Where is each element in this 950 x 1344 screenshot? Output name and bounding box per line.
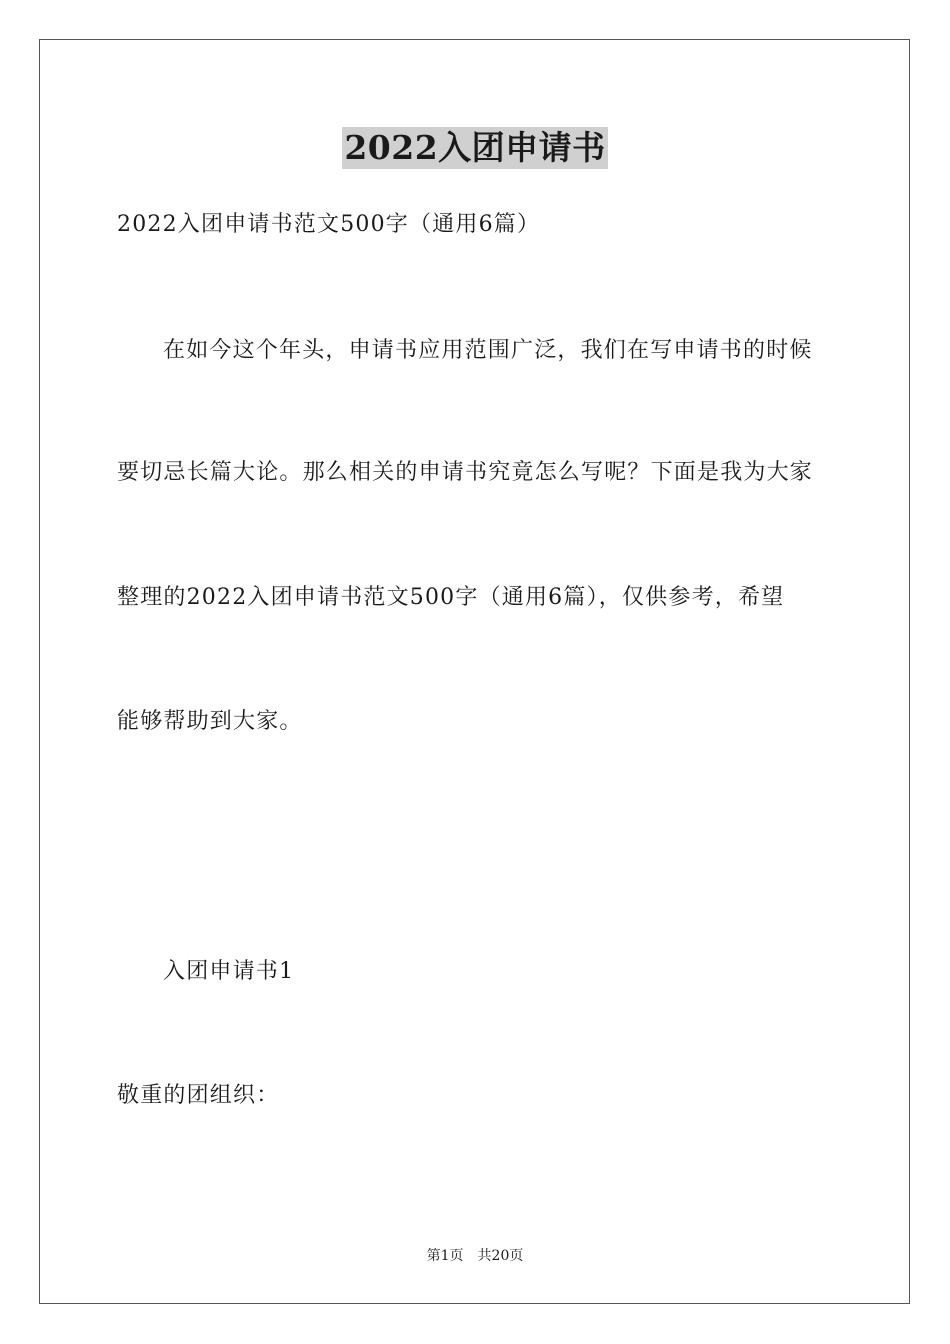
section-heading: 入团申请书1: [163, 959, 295, 984]
document-title: 2022入团申请书: [344, 128, 606, 167]
intro-line-3: 整理的2022入团申请书范文500字（通用6篇），仅供参考，希望: [117, 585, 785, 610]
intro-line-2: 要切忌长篇大论。那么相关的申请书究竟怎么写呢？下面是我为大家: [117, 460, 814, 485]
document-subtitle: 2022入团申请书范文500字（通用6篇）: [117, 212, 541, 237]
intro-line-1: 在如今这个年头，申请书应用范围广泛，我们在写申请书的时候: [163, 338, 813, 363]
intro-line-4: 能够帮助到大家。: [117, 709, 303, 734]
page-number-footer: 第1页 共20页: [426, 1248, 524, 1264]
salutation: 敬重的团组织：: [117, 1083, 280, 1108]
title-container: [0, 127, 950, 169]
